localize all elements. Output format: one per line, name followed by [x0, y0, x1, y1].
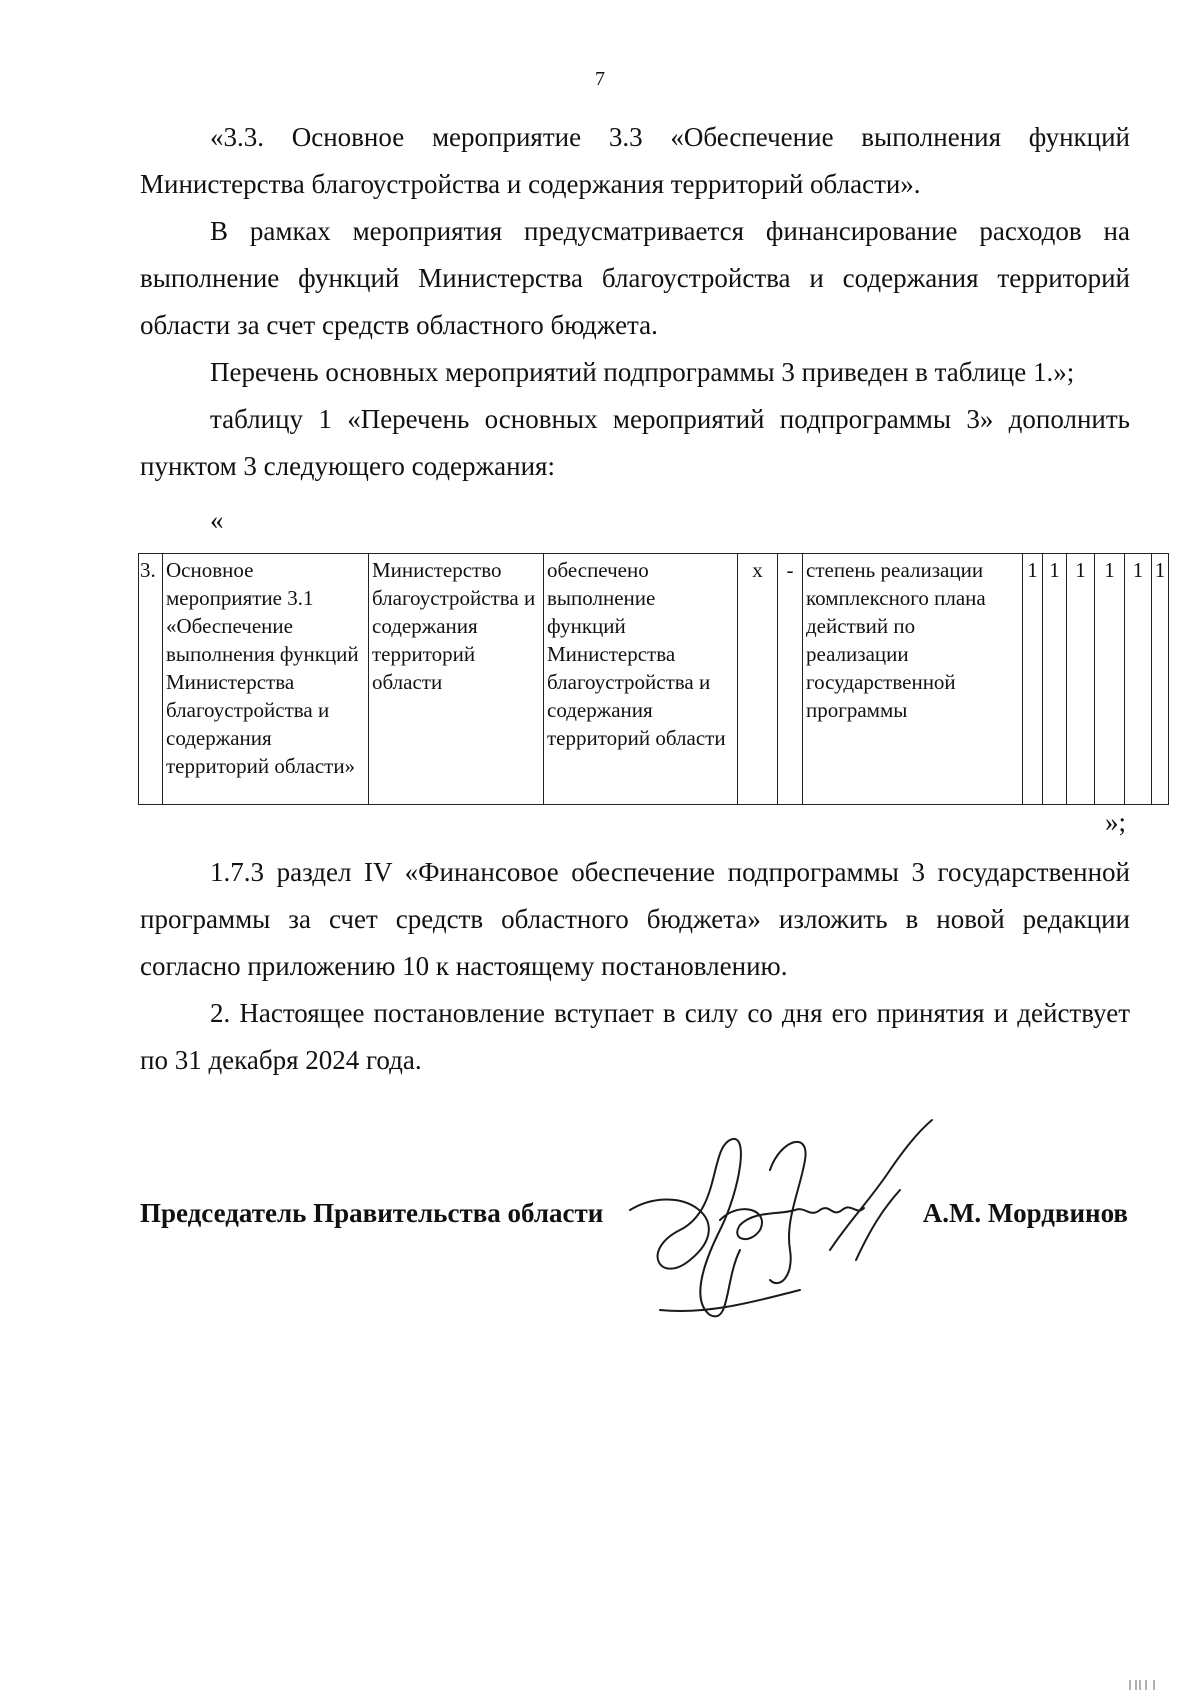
value-cell: 1	[1152, 554, 1169, 805]
signatory-position: Председатель Правительства области	[140, 1198, 604, 1228]
value-cell: 1	[1125, 554, 1152, 805]
column-dash: -	[778, 554, 803, 805]
measure-name: Основное мероприятие 3.1 «Обеспечение выполнения функций Министерства благоустройства и содержания территорий области»	[163, 554, 369, 805]
row-number: 3.	[139, 554, 163, 805]
scan-mark-icon	[1128, 1680, 1158, 1690]
intro-text	[140, 114, 1130, 490]
paragraph-effective-date: 2. Настоящее постановление вступает в силу со дня его принятия и действует по 31 декабря 2024 года.	[140, 998, 1130, 1075]
amendment-text	[140, 849, 1130, 1084]
signatory-name: А.М. Мордвинов	[922, 1198, 1128, 1228]
executor: Министерство благоустройства и содержания территорий области	[369, 554, 544, 805]
closing-quote: »;	[1105, 807, 1127, 837]
opening-quote: «	[210, 505, 224, 535]
handwritten-signature	[620, 1110, 940, 1340]
value-cell: 1	[1023, 554, 1043, 805]
measures-table	[138, 553, 1169, 805]
paragraph-table-amendment: таблицу 1 «Перечень основных мероприятий подпрограммы 3» дополнить пунктом 3 следующего содержания:	[140, 404, 1130, 481]
value-cell: 1	[1067, 554, 1095, 805]
paragraph-measure-title: «3.3. Основное мероприятие 3.3 «Обеспечение выполнения функций Министерства благоустройства и содержания территорий области».	[140, 122, 1130, 199]
value-cell: 1	[1043, 554, 1067, 805]
paragraph-table-reference: Перечень основных мероприятий подпрограммы 3 приведен в таблице 1.»;	[210, 357, 1075, 387]
indicator: степень реализации комплексного плана действий по реализации государственной программы	[803, 554, 1023, 805]
value-cell: 1	[1095, 554, 1125, 805]
paragraph-section-iv: 1.7.3 раздел IV «Финансовое обеспечение подпрограммы 3 государственной программы за счет средств областного бюджета» изложить в новой редакции согласно приложению 10 к настоящему постановлению.	[140, 857, 1130, 981]
expected-result: обеспечено выполнение функций Министерства благоустройства и содержания территорий области	[544, 554, 738, 805]
column-x: х	[738, 554, 778, 805]
page-number: 7	[595, 68, 605, 90]
table-row	[139, 554, 1169, 805]
paragraph-measure-description: В рамках мероприятия предусматривается финансирование расходов на выполнение функций Министерства благоустройства и содержания территорий области за счет средств областного бюджета.	[140, 216, 1130, 340]
